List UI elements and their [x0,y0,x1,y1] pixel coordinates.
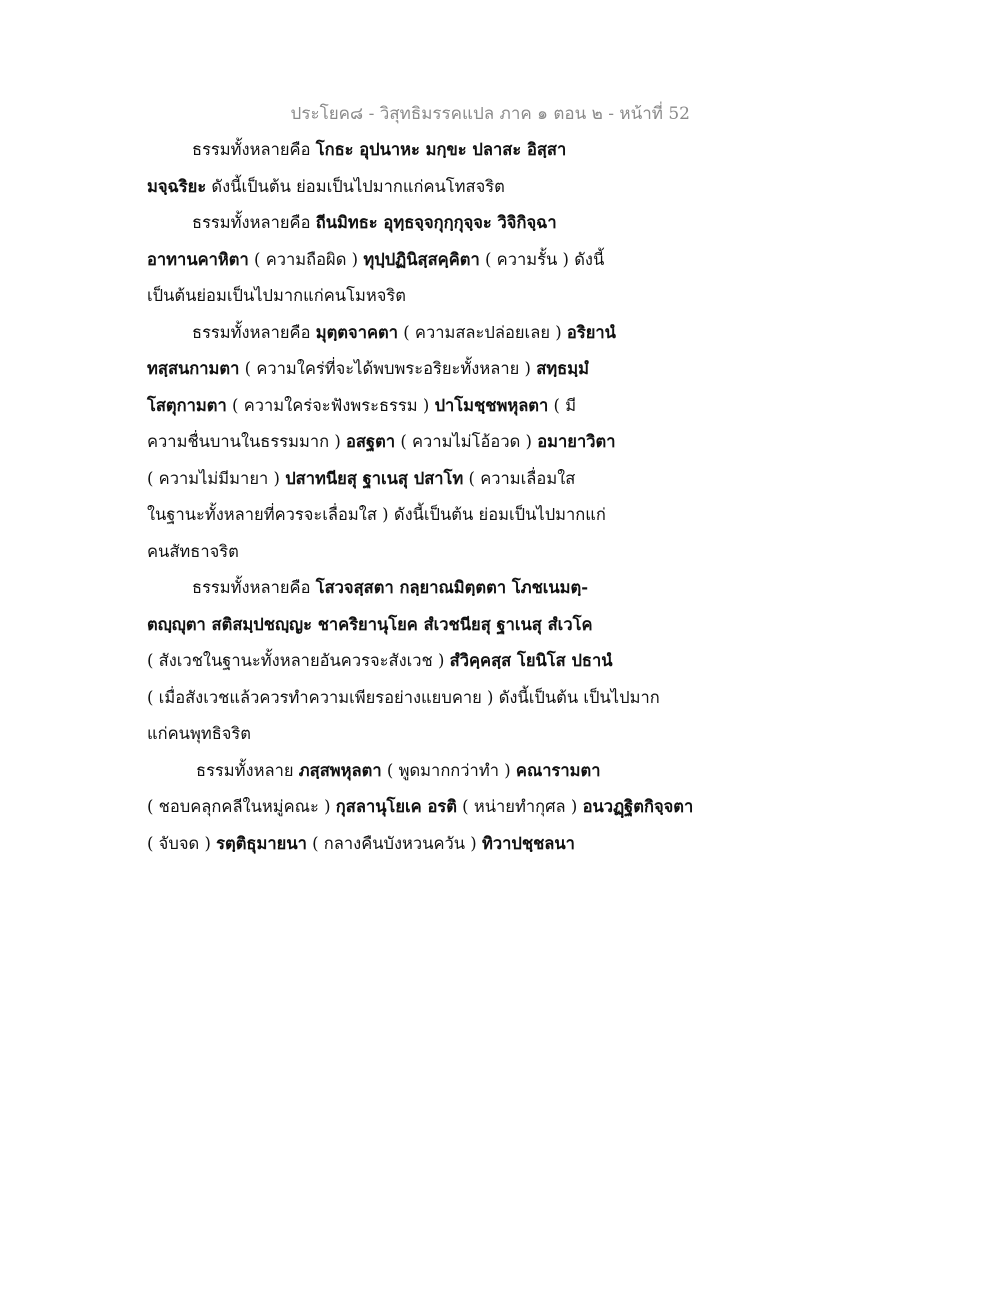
text-segment: ธรรมทั้งหลายคือ [192,140,316,159]
text-segment: ธรรมทั้งหลาย [196,760,299,780]
document-body [147,132,694,862]
text-line [147,242,667,279]
text-line [147,643,667,680]
text-line [147,461,667,498]
text-segment: ดังนี้เป็นต้น ย่อมเป็นไปมากแก่คนโทสจริต [206,176,505,196]
text-line [147,753,667,790]
pali-term: โสตุกามตา [147,395,227,415]
pali-term: ทุปฺปฏินิสฺสคฺคิตา [363,249,480,269]
text-line [147,351,667,388]
pali-term: อริยานํ [566,322,616,342]
pali-term: โสวจสฺสตา กลฺยาณมิตฺตตา โภชเนมตฺ- [315,578,589,597]
text-line [147,534,667,571]
pali-term: รตฺติธุมายนา [216,833,307,853]
pali-term: ทสฺสนกามตา [147,359,240,378]
pali-term: กุสลานุโยเค อรติ [335,797,457,816]
text-segment: เป็นต้นย่อมเป็นไปมากแก่คนโมหจริต [147,286,406,305]
text-segment: ( ความถือผิด ) [248,249,364,269]
text-line [147,132,667,169]
text-line [147,388,667,425]
text-segment: ( ชอบคลุกคลีในหมู่คณะ ) [147,797,336,816]
text-segment: ( ความไม่มีมายา ) [147,468,286,488]
text-segment: คนสัทธาจริต [147,541,239,561]
pali-term: อสฐตา [346,432,396,451]
text-line [147,169,667,206]
text-segment: ( ความเลื่อมใส [463,468,576,488]
text-segment: ความชื่นบานในธรรมมาก ) [147,432,347,451]
text-line [147,278,667,315]
pali-term: อาทานคาหิตา [147,249,249,269]
text-line [147,607,667,644]
text-line [147,570,667,607]
pali-term: สํวิคฺคสฺส โยนิโส ปธานํ [449,651,613,670]
text-line [147,497,667,534]
pali-term: อนวฏฺฐิตกิจฺจตา [582,797,694,816]
text-line [147,205,667,242]
text-segment: ( เมื่อสังเวชแล้วควรทำความเพียรอย่างแยบคาย ) ดังนี้เป็นต้น เป็นไปมาก [147,687,660,707]
pali-term: อมายาวิตา [537,432,616,451]
text-segment: ( จับจด ) [147,833,217,853]
text-segment: ธรรมทั้งหลายคือ [192,578,316,597]
pali-term: มุตฺตจาคตา [315,322,398,342]
text-segment: ( ความใคร่ที่จะได้พบพระอริยะทั้งหลาย ) [239,359,537,378]
text-segment: ธรรมทั้งหลายคือ [192,213,316,232]
text-line [147,789,694,826]
text-segment: ในฐานะทั้งหลายที่ควรจะเลื่อมใส ) ดังนี้เป็นต้น ย่อมเป็นไปมากแก่ [147,505,606,524]
text-segment: ธรรมทั้งหลายคือ [192,322,316,342]
text-line [147,716,667,753]
pali-term: โกธะ อุปนาหะ มกฺขะ ปลาสะ อิสฺสา [315,140,567,159]
text-segment: ( ความใคร่จะฟังพระธรรม ) [226,395,435,415]
pali-term: ภสฺสพหุลตา [298,760,382,780]
text-line [147,826,667,863]
text-line [147,680,667,717]
page-header: ประโยค๘ - วิสุทธิมรรคแปล ภาค ๑ ตอน ๒ - หน้าที่ 52 [290,104,690,124]
text-segment: ( ความสละปล่อยเลย ) [397,322,567,342]
pali-term: สทฺธมฺมํ [536,359,589,378]
pali-term: ถีนมิทธะ อุทฺธจฺจกุกฺกุจฺจะ วิจิกิจฺฉา [315,213,557,232]
text-segment: ( สังเวชในฐานะทั้งหลายอันควรจะสังเวช ) [147,651,450,670]
text-segment: ( ความรั้น ) ดังนี้ [479,249,605,269]
text-segment: ( กลางคืนบังหวนควัน ) [306,833,482,853]
text-segment: ( มี [548,395,577,415]
pali-term: ทิวาปชฺชลนา [482,833,575,853]
pali-term: ตญฺญุตา สติสมฺปชญฺญะ ชาคริยานุโยค สํเวชนียสุ ฐาเนสุ สํเวโค [147,614,593,634]
pali-term: คณารามตา [515,760,601,780]
text-segment: ( พูดมากกว่าทำ ) [381,760,516,780]
text-line [147,424,667,461]
pali-term: ปาโมชฺชพหุลตา [434,395,549,415]
text-segment: ( หน่ายทำกุศล ) [456,797,583,816]
pali-term: ปสาทนียสุ ฐาเนสุ ปสาโท [285,468,464,488]
pali-term: มจฺฉริยะ [147,176,207,196]
text-segment: แก่คนพุทธิจริต [147,724,252,743]
text-segment: ( ความไม่โอ้อวด ) [395,432,538,451]
text-line [147,315,667,352]
